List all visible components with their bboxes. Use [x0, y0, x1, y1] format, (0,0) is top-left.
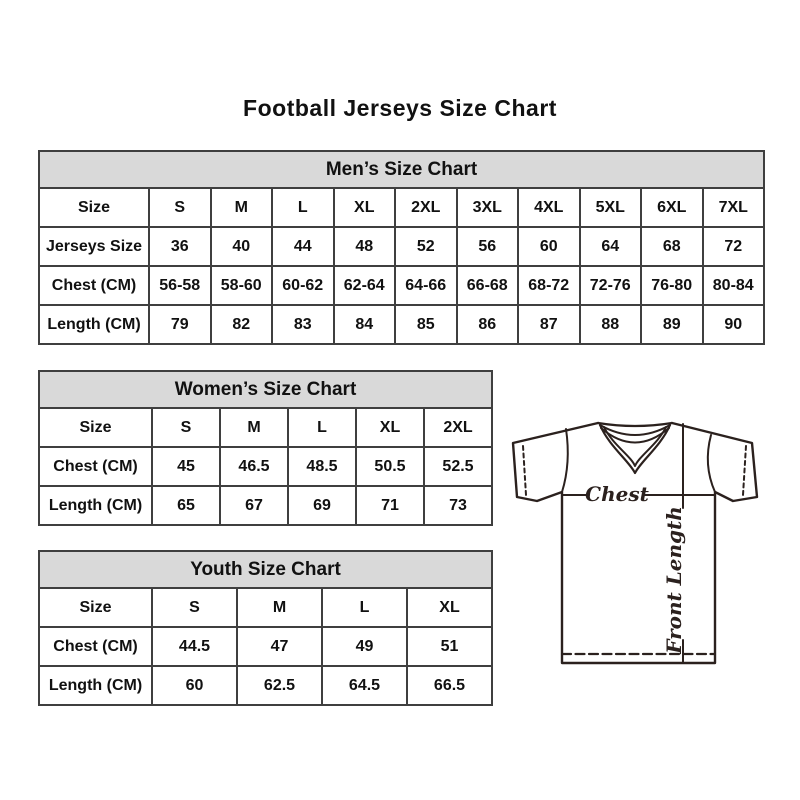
row-label: Length (CM): [39, 486, 152, 525]
womens-size-chart-title: Women’s Size Chart: [39, 371, 492, 408]
collar-top-line: [598, 423, 672, 426]
data-cell: 76-80: [641, 266, 703, 305]
row-label: Chest (CM): [39, 266, 149, 305]
data-cell: 72: [703, 227, 765, 266]
right-cuff-dashed-line: [743, 446, 746, 495]
col-header: M: [211, 188, 273, 227]
data-cell: 62-64: [334, 266, 396, 305]
row-label: Size: [39, 188, 149, 227]
row-label: Size: [39, 408, 152, 447]
data-cell: 83: [272, 305, 334, 344]
data-cell: 64.5: [322, 666, 407, 705]
data-cell: 36: [149, 227, 211, 266]
col-header: L: [288, 408, 356, 447]
col-header: L: [272, 188, 334, 227]
row-label: Length (CM): [39, 305, 149, 344]
data-cell: 71: [356, 486, 424, 525]
col-header: 3XL: [457, 188, 519, 227]
col-header: S: [149, 188, 211, 227]
col-header: S: [152, 408, 220, 447]
data-cell: 51: [407, 627, 492, 666]
left-cuff-dashed-line: [523, 446, 526, 495]
table-row: [39, 666, 492, 705]
col-header: 2XL: [424, 408, 492, 447]
table-title-row: [39, 551, 492, 588]
data-cell: 56: [457, 227, 519, 266]
womens-size-table: [38, 370, 493, 526]
data-cell: 64: [580, 227, 642, 266]
col-header: XL: [334, 188, 396, 227]
jersey-diagram: [505, 413, 775, 675]
col-header: L: [322, 588, 407, 627]
col-header: M: [237, 588, 322, 627]
data-cell: 44.5: [152, 627, 237, 666]
table-row: [39, 486, 492, 525]
table-row: [39, 266, 764, 305]
table-row: [39, 447, 492, 486]
data-cell: 62.5: [237, 666, 322, 705]
data-cell: 49: [322, 627, 407, 666]
data-cell: 60-62: [272, 266, 334, 305]
data-cell: 82: [211, 305, 273, 344]
col-header: 4XL: [518, 188, 580, 227]
data-cell: 88: [580, 305, 642, 344]
page-title: Football Jerseys Size Chart: [243, 95, 557, 121]
data-cell: 89: [641, 305, 703, 344]
table-header-row: [39, 188, 764, 227]
table-row: [39, 305, 764, 344]
data-cell: 69: [288, 486, 356, 525]
data-cell: 60: [152, 666, 237, 705]
chest-label: Chest: [585, 482, 649, 506]
table-title-row: [39, 151, 764, 188]
data-cell: 40: [211, 227, 273, 266]
data-cell: 73: [424, 486, 492, 525]
row-label: Length (CM): [39, 666, 152, 705]
mens-size-chart-title: Men’s Size Chart: [39, 151, 764, 188]
left-armhole-seam: [562, 429, 568, 492]
table-row: [39, 627, 492, 666]
data-cell: 50.5: [356, 447, 424, 486]
data-cell: 80-84: [703, 266, 765, 305]
table-row: [39, 227, 764, 266]
col-header: 2XL: [395, 188, 457, 227]
jersey-outline-path: [513, 423, 757, 663]
row-label: Size: [39, 588, 152, 627]
col-header: M: [220, 408, 288, 447]
youth-size-chart-title: Youth Size Chart: [39, 551, 492, 588]
data-cell: 68-72: [518, 266, 580, 305]
data-cell: 68: [641, 227, 703, 266]
col-header: XL: [407, 588, 492, 627]
data-cell: 60: [518, 227, 580, 266]
data-cell: 72-76: [580, 266, 642, 305]
table-header-row: [39, 588, 492, 627]
table-title-row: [39, 371, 492, 408]
data-cell: 52: [395, 227, 457, 266]
col-header: 7XL: [703, 188, 765, 227]
youth-size-table: [38, 550, 493, 706]
col-header: 5XL: [580, 188, 642, 227]
table-header-row: [39, 408, 492, 447]
data-cell: 66-68: [457, 266, 519, 305]
data-cell: 65: [152, 486, 220, 525]
data-cell: 52.5: [424, 447, 492, 486]
data-cell: 56-58: [149, 266, 211, 305]
data-cell: 85: [395, 305, 457, 344]
data-cell: 79: [149, 305, 211, 344]
col-header: S: [152, 588, 237, 627]
data-cell: 44: [272, 227, 334, 266]
data-cell: 48.5: [288, 447, 356, 486]
data-cell: 45: [152, 447, 220, 486]
row-label: Chest (CM): [39, 627, 152, 666]
data-cell: 86: [457, 305, 519, 344]
data-cell: 84: [334, 305, 396, 344]
data-cell: 64-66: [395, 266, 457, 305]
data-cell: 46.5: [220, 447, 288, 486]
data-cell: 87: [518, 305, 580, 344]
col-header: XL: [356, 408, 424, 447]
data-cell: 66.5: [407, 666, 492, 705]
front-length-label: Front Length: [662, 506, 686, 654]
data-cell: 48: [334, 227, 396, 266]
row-label: Jerseys Size: [39, 227, 149, 266]
right-armhole-seam: [708, 435, 715, 492]
data-cell: 58-60: [211, 266, 273, 305]
row-label: Chest (CM): [39, 447, 152, 486]
col-header: 6XL: [641, 188, 703, 227]
data-cell: 67: [220, 486, 288, 525]
data-cell: 90: [703, 305, 765, 344]
data-cell: 47: [237, 627, 322, 666]
mens-size-table: [38, 150, 765, 345]
